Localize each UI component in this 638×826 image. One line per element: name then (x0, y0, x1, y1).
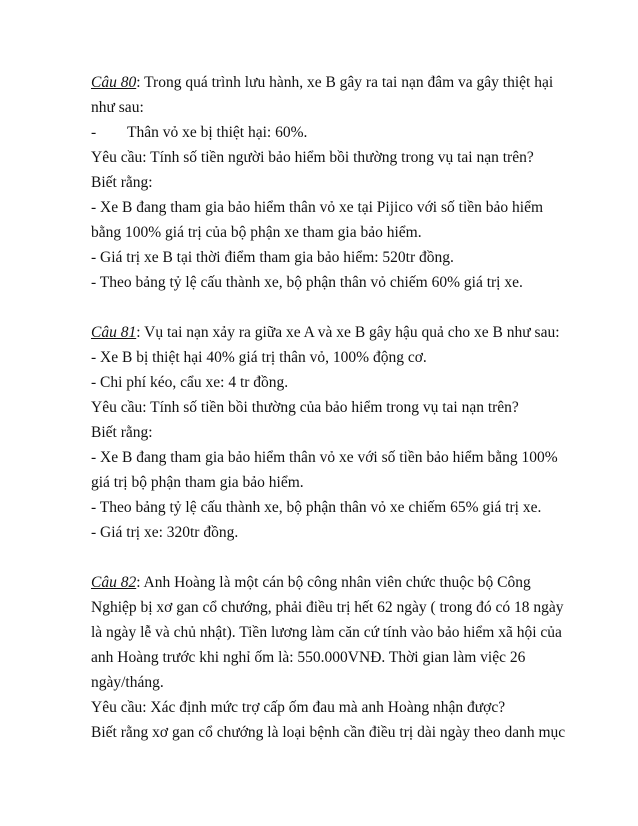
text-line: bằng 100% giá trị của bộ phận xe tham gia bảo hiểm. (91, 224, 422, 241)
text-line: - Xe B bị thiệt hại 40% giá trị thân vỏ, 100% động cơ. (91, 349, 427, 366)
paragraph-gap (91, 295, 561, 320)
question-82-label: Câu 82 (91, 574, 137, 591)
text-line: ngày/tháng. (91, 674, 164, 691)
question-80-label: Câu 80 (91, 74, 137, 91)
text-line: Nghiệp bị xơ gan cổ chướng, phải điều trị hết 62 ngày ( trong đó có 18 ngày (91, 599, 564, 616)
text-line: - Giá trị xe B tại thời điểm tham gia bảo hiểm: 520tr đồng. (91, 249, 454, 266)
question-80-intro (91, 70, 561, 95)
text-line: Biết rằng xơ gan cổ chướng là loại bệnh cần điều trị dài ngày theo danh mục (91, 724, 566, 741)
text-line: - Theo bảng tỷ lệ cấu thành xe, bộ phận thân vỏ xe chiếm 65% giá trị xe. (91, 499, 542, 516)
text-line: anh Hoàng trước khi nghỉ ốm là: 550.000VNĐ. Thời gian làm việc 26 (91, 649, 526, 666)
paragraph-gap (91, 545, 561, 570)
dash-bullet: - (91, 124, 97, 141)
damage-text: Thân vỏ xe bị thiệt hại: 60%. (127, 124, 308, 141)
text-line: giá trị bộ phận tham gia bảo hiểm. (91, 474, 304, 491)
text-line: Yêu cầu: Tính số tiền người bảo hiểm bồi thường trong vụ tai nạn trên? (91, 149, 534, 166)
text-line: là ngày lễ và chủ nhật). Tiền lương làm căn cứ tính vào bảo hiểm xã hội của (91, 624, 562, 641)
text-line: Yêu cầu: Tính số tiền bồi thường của bảo hiểm trong vụ tai nạn trên? (91, 399, 519, 416)
damage-line (91, 120, 561, 145)
question-81-intro (91, 320, 561, 345)
text-line: Biết rằng: (91, 424, 153, 441)
text-line: Yêu cầu: Xác định mức trợ cấp ốm đau mà anh Hoàng nhận được? (91, 699, 506, 716)
question-82-intro (91, 570, 561, 595)
document-page (91, 70, 566, 745)
text-line: như sau: (91, 99, 144, 116)
question-81-text: : Vụ tai nạn xảy ra giữa xe A và xe B gây hậu quả cho xe B như sau: (136, 324, 560, 341)
text-line: - Theo bảng tỷ lệ cấu thành xe, bộ phận thân vỏ chiếm 60% giá trị xe. (91, 274, 523, 291)
text-line: - Chi phí kéo, cẩu xe: 4 tr đồng. (91, 374, 289, 391)
question-82-text: : Anh Hoàng là một cán bộ công nhân viên chức thuộc bộ Công (136, 574, 531, 591)
text-line: - Giá trị xe: 320tr đồng. (91, 524, 239, 541)
question-80-text: : Trong quá trình lưu hành, xe B gây ra tai nạn đâm va gây thiệt hại (136, 74, 554, 91)
text-line: Biết rằng: (91, 174, 153, 191)
text-line: - Xe B đang tham gia bảo hiểm thân vỏ xe tại Pijico với số tiền bảo hiểm (91, 199, 544, 216)
text-line: - Xe B đang tham gia bảo hiểm thân vỏ xe với số tiền bảo hiểm bằng 100% (91, 449, 558, 466)
question-81-label: Câu 81 (91, 324, 137, 341)
